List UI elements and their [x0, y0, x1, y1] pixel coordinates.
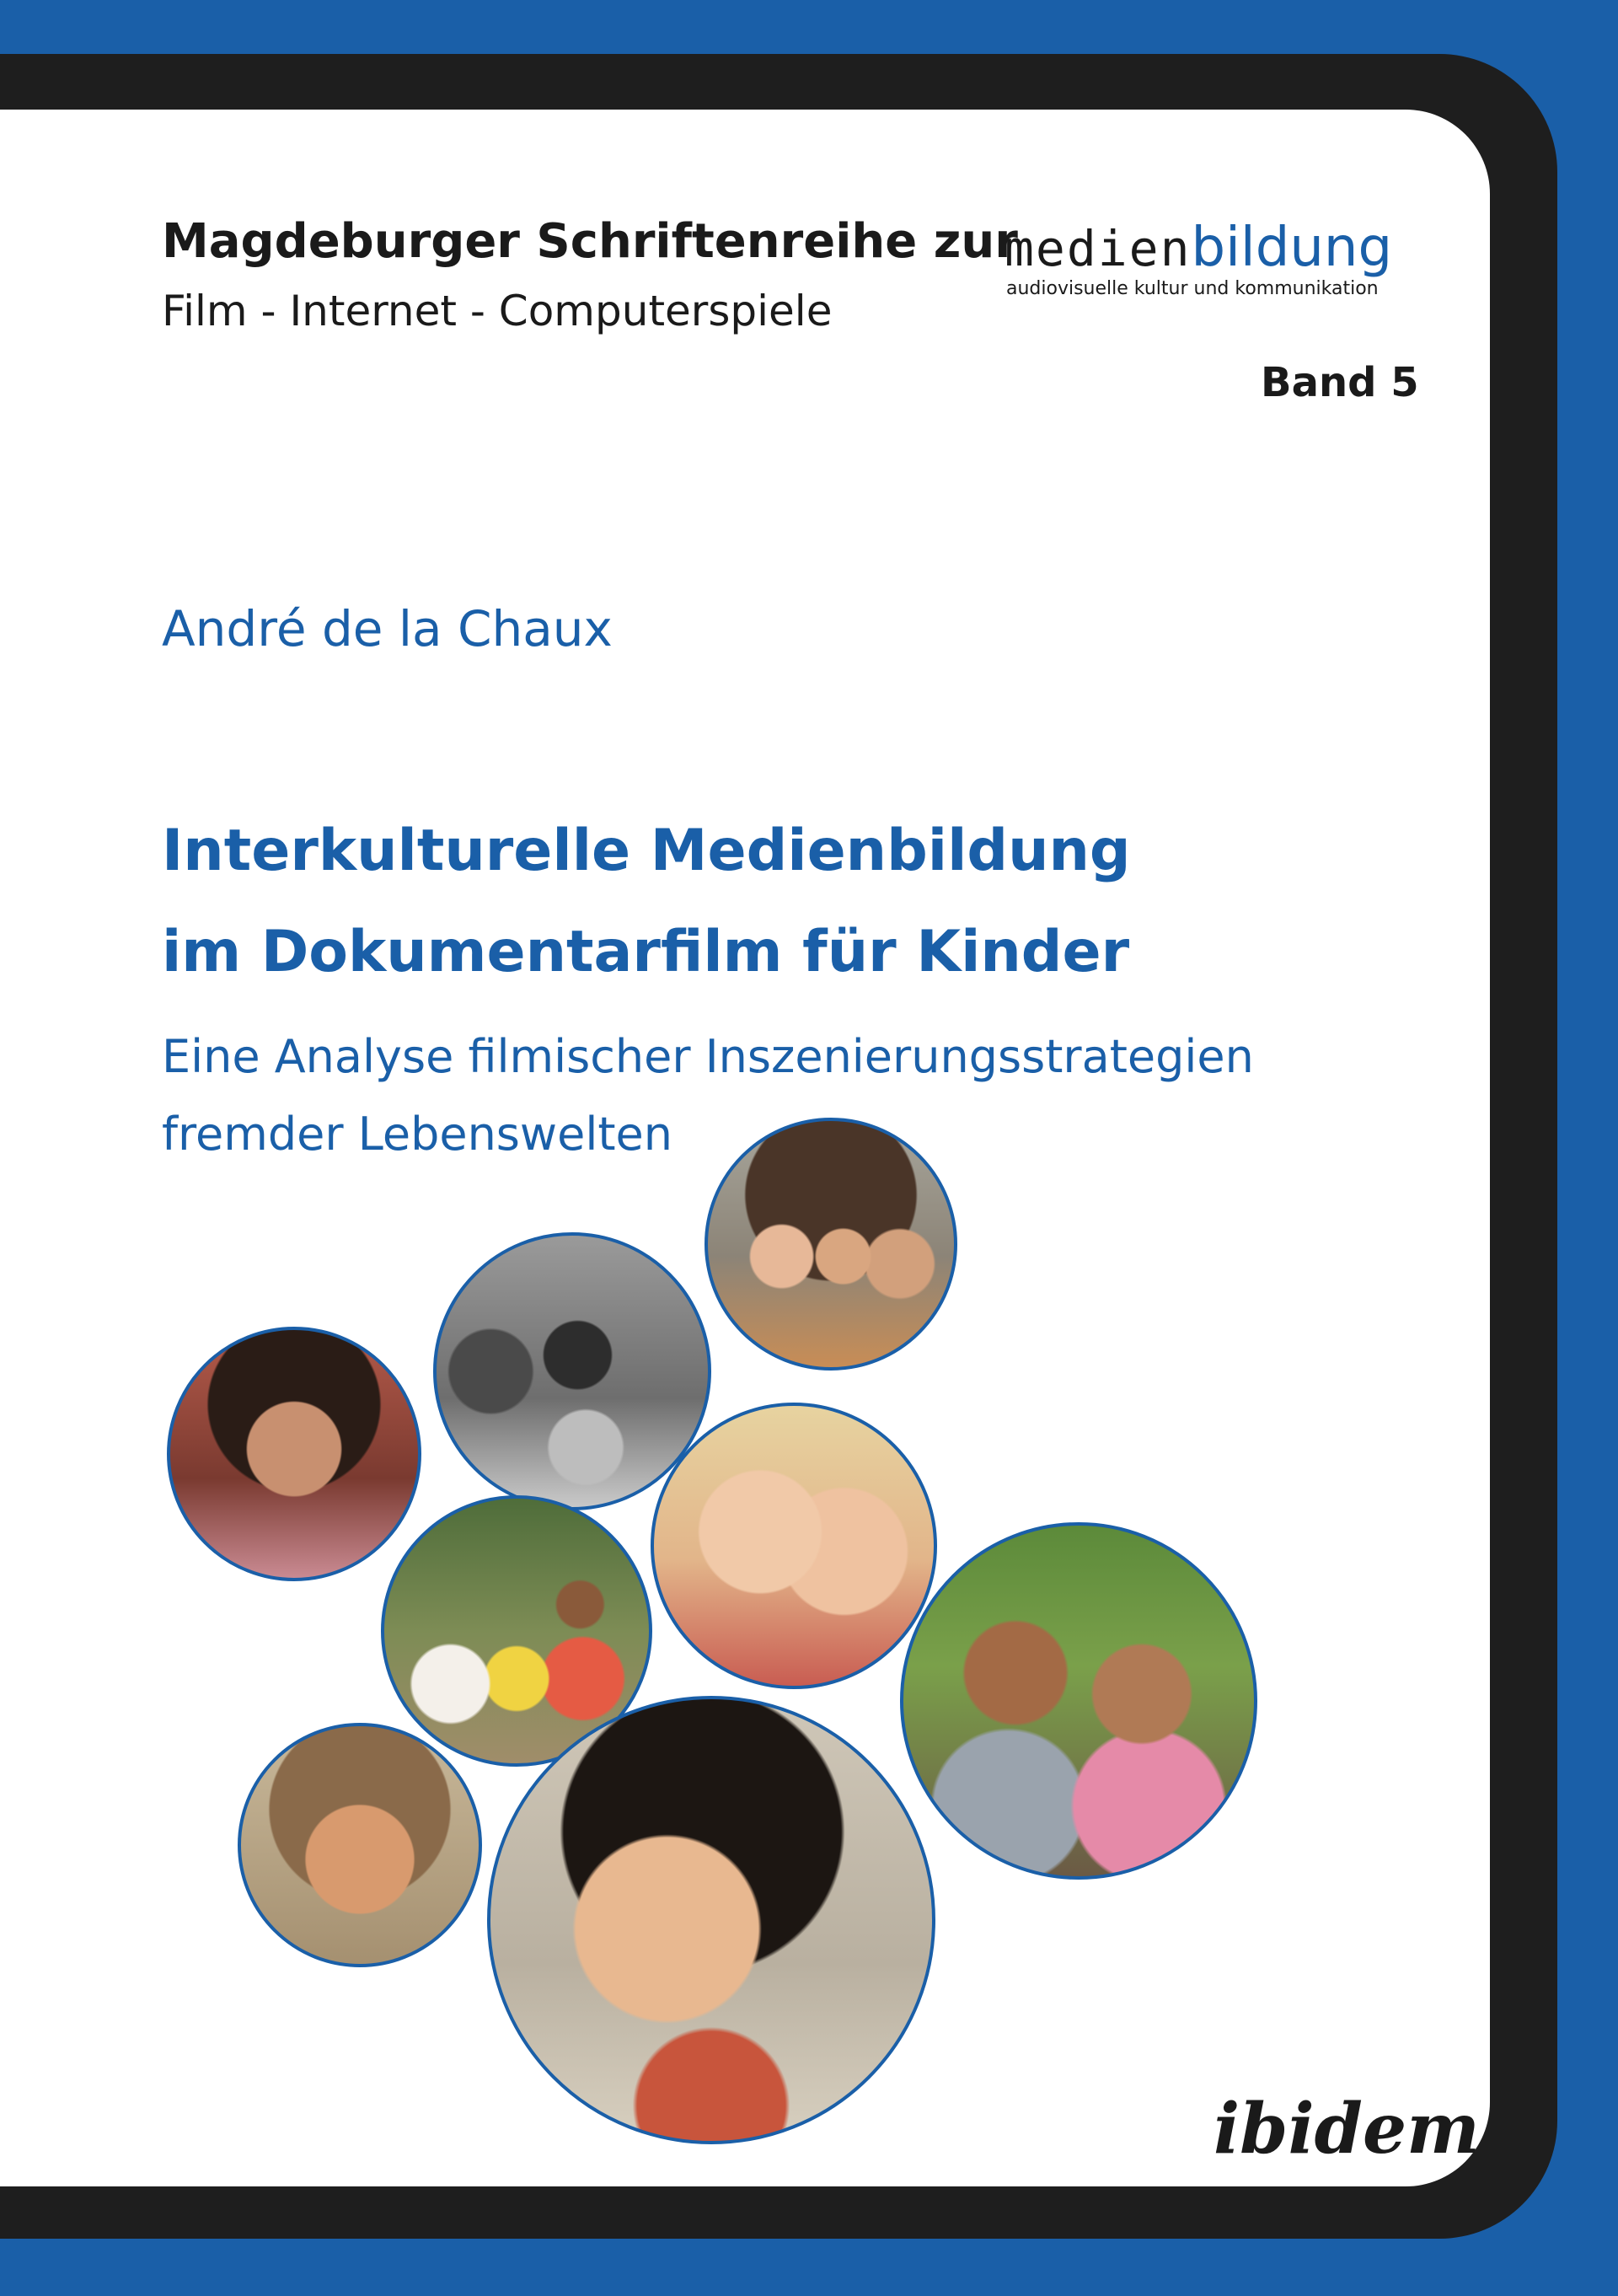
book-title-line-1: Interkulturelle Medienbildung — [162, 818, 1131, 884]
volume-number: Band 5 — [1261, 359, 1419, 406]
book-title-line-2: im Dokumentarfilm für Kinder — [162, 919, 1130, 985]
series-title: Magdeburger Schriftenreihe zur — [162, 214, 1018, 269]
author-name: André de la Chaux — [162, 600, 613, 657]
series-subtitle: Film - Internet - Computerspiele — [162, 287, 833, 335]
medienbildung-logo — [1005, 217, 1401, 302]
book-subtitle-line-2: fremder Lebenswelten — [162, 1108, 672, 1161]
book-subtitle-line-1: Eine Analyse filmischer Inszenierungsstrategien — [162, 1030, 1254, 1083]
logo-part-bildung: bildung — [1191, 217, 1393, 279]
logo-part-medien: medien — [1005, 220, 1192, 277]
publisher-logo: ibidem — [1214, 2089, 1480, 2170]
logo-tagline: audiovisuelle kultur und kommunikation — [1006, 278, 1379, 299]
